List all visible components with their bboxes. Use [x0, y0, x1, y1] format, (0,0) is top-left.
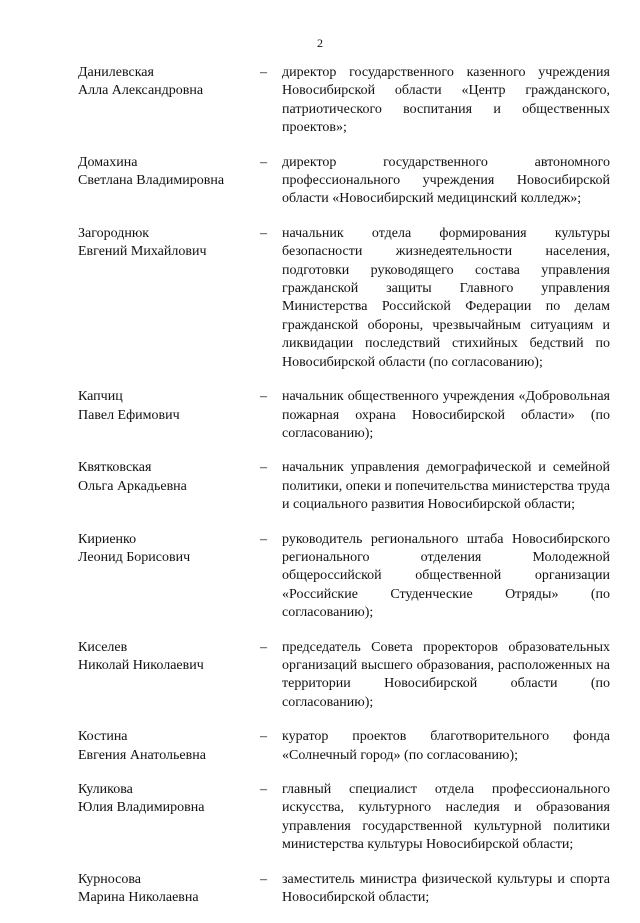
member-name	[78, 225, 260, 262]
list-item	[78, 154, 610, 209]
list-item	[78, 728, 610, 765]
dash-separator: –	[260, 639, 267, 655]
member-position: куратор проектов благотворительного фонда «Солнечный город» (по согласованию);	[282, 729, 610, 763]
dash-separator: –	[260, 154, 267, 170]
list-item	[78, 225, 610, 372]
dash-separator: –	[260, 389, 267, 405]
member-name	[78, 531, 260, 568]
member-surname: Загороднюк	[78, 225, 150, 241]
member-surname: Курносова	[78, 871, 141, 887]
dash-separator: –	[260, 460, 267, 476]
member-given-names: Евгений Михайлович	[78, 244, 207, 260]
list-item	[78, 388, 610, 443]
dash-separator: –	[260, 729, 267, 745]
member-given-names: Николай Николаевич	[78, 657, 204, 673]
dash-separator: –	[260, 225, 267, 241]
member-position: руководитель регионального штаба Новосибирского регионального отделения Молодежной общероссийской общественной организации «Российские Студенческие Отряды» (по согласованию);	[282, 531, 610, 621]
member-position: заместитель министра физической культуры и спорта Новосибирской области;	[282, 871, 610, 906]
dash-separator: –	[260, 782, 267, 797]
member-name	[78, 154, 260, 191]
member-position: начальник отдела формирования культуры безопасности жизнедеятельности населения, подготовки руководящего состава управления гражданской защиты Главного управления Министерства Российской Федерации по делам гражданской обороны, чрезвычайным ситуациям и ликвидации последствий стихийных бедствий по Новосибирской области (по согласованию);	[282, 225, 610, 370]
member-given-names: Ольга Аркадьевна	[78, 478, 187, 494]
member-given-names: Павел Ефимович	[78, 407, 180, 423]
member-surname: Костина	[78, 729, 128, 745]
list-item	[78, 531, 610, 623]
dash-separator: –	[260, 871, 267, 887]
member-name	[78, 871, 260, 908]
list-item	[78, 781, 610, 855]
member-position: начальник управления демографической и семейной политики, опеки и попечительства министерства труда и социального развития Новосибирской области;	[282, 460, 610, 513]
dash-separator: –	[260, 65, 267, 80]
member-position: начальник общественного учреждения «Добровольная пожарная охрана Новосибирской области» (по согласованию);	[282, 389, 610, 441]
member-surname: Данилевская	[78, 65, 154, 80]
member-name	[78, 388, 260, 425]
member-given-names: Марина Николаевна	[78, 890, 199, 906]
member-position: главный специалист отдела профессионального искусства, культурного наследия и образования управления государственной культурной политики министерства культуры Новосибирской области;	[282, 782, 610, 853]
list-item	[78, 459, 610, 514]
member-name	[78, 639, 260, 676]
member-name	[78, 728, 260, 765]
member-given-names: Алла Александровна	[78, 83, 204, 99]
dash-separator: –	[260, 531, 267, 547]
member-given-names: Юлия Владимировна	[78, 800, 205, 816]
member-position: директор государственного казенного учреждения Новосибирской области «Центр гражданского, патриотического воспитания и общественных проектов»;	[282, 65, 610, 136]
list-item	[78, 64, 610, 138]
member-list	[78, 64, 610, 923]
member-name	[78, 781, 260, 818]
member-surname: Киселев	[78, 639, 128, 655]
member-position: директор государственного автономного профессионального учреждения Новосибирской области «Новосибирский медицинский колледж»;	[282, 154, 610, 207]
member-name	[78, 64, 260, 101]
member-name	[78, 459, 260, 496]
member-given-names: Леонид Борисович	[78, 549, 191, 565]
member-given-names: Светлана Владимировна	[78, 173, 225, 189]
member-surname: Домахина	[78, 154, 138, 170]
member-surname: Кириенко	[78, 531, 137, 547]
member-surname: Квятковская	[78, 460, 152, 476]
member-surname: Куликова	[78, 782, 133, 797]
list-item	[78, 871, 610, 908]
member-position: председатель Совета проректоров образовательных организаций высшего образования, расположенных на территории Новосибирской области (по согласованию);	[282, 639, 610, 710]
page-number: 2	[317, 36, 323, 50]
member-surname: Капчиц	[78, 389, 123, 405]
member-given-names: Евгения Анатольевна	[78, 747, 206, 763]
list-item	[78, 639, 610, 713]
